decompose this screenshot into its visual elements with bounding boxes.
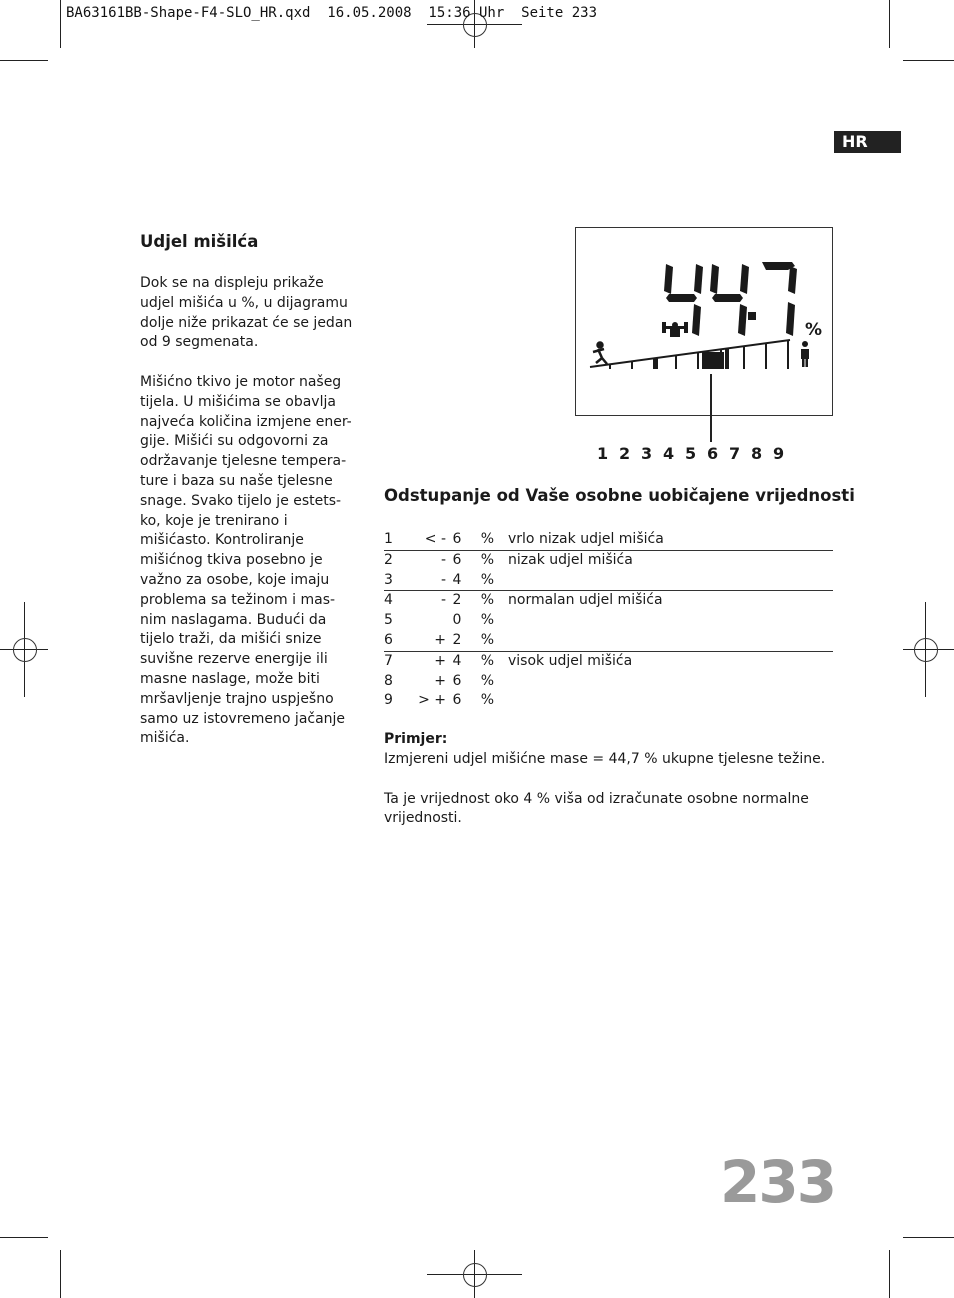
table-cell-sign: + [406,651,450,671]
table-cell-desc: normalan udjel mišića [508,591,833,611]
registration-circle [13,638,37,662]
table-cell-sign: + [434,672,446,689]
crop-mark [60,1250,61,1298]
table-cell-val: 2 [450,591,464,611]
person-icon [801,341,809,367]
table-row [384,530,833,550]
registration-circle [463,1263,487,1287]
segment-numbers [597,444,795,463]
table-cell-sign: < - [424,531,446,547]
segment-number: 4 [663,444,675,463]
table-cell-n: 3 [384,571,393,588]
example-line: Ta je vrijednost oko 4 % viša od izračunate osobne normalne vrijednosti. [384,790,809,827]
table-cell-val: 6 [450,550,464,570]
table-cell-pct: % [464,591,508,611]
paragraph: Mišićno tkivo je motor našeg tijela. U mišićima se obavlja najveća količina izmjene ener- gije. Mišići su odgovorni za održavanje tjelesne tempera- ture i baza su naše tjelesne snage. Svako tijelo je estets- ko, koje je trenirano i mišićasto. Kontroliranje mišićnog tkiva posebno je važno za osobe, koje imaju problema sa težinom i mas- nim naslagama. Budući da tijelo traži, da mišići snize suvišne rezerve energije ili masne naslage, može biti mršavljenje trajno uspješno samo uz istovremeno jačanje mišića. [140,373,352,747]
page-number: 233 [720,1148,836,1216]
section-body [140,274,358,769]
table-cell-pct: % [480,531,494,547]
segment-number: 3 [641,444,653,463]
runner-icon [593,343,607,365]
scale-display-illustration [575,227,833,416]
table-cell-pct: % [464,651,508,671]
table-cell-pct: % [480,631,494,648]
lcd-display-graphic [576,228,832,415]
segment-number: 6 [707,444,719,463]
crop-mark [903,60,954,61]
active-segment [702,352,724,369]
table-cell-val: 0 [452,612,462,629]
language-tab: HR [834,131,901,153]
table-cell-sign [406,611,450,631]
example-line: Izmjereni udjel mišićne mase = 44,7 % ukupne tjelesne težine. [384,751,826,767]
table-cell-desc: nizak udjel mišića [508,550,833,570]
table-cell-sign: > + [418,692,446,709]
table-cell-pct: % [480,672,494,689]
paragraph: Dok se na displeju prikaže udjel mišića u %, u dijagramu dolje niže prikazat će se jedan od 9 segmenata. [140,275,353,351]
percent-sign: % [805,320,823,340]
table-row [384,631,833,651]
table-cell-sign: - [440,571,446,588]
registration-circle [914,638,938,662]
table-row [384,591,833,611]
section-title: Udjel mišilća [140,232,259,251]
table-row [384,571,833,591]
table-cell-n: 1 [384,531,393,547]
table-cell-desc [508,631,833,651]
crop-mark [0,1237,48,1238]
table-cell-n: 8 [384,672,393,689]
table-cell-pct: % [480,571,494,588]
lcd-digits [664,262,797,336]
table-cell-n: 4 [384,591,406,611]
table-cell-pct: % [480,692,494,709]
segment-baseline [590,340,790,367]
table-cell-val: 6 [452,531,462,547]
table-row [384,651,833,671]
segment-number: 2 [619,444,631,463]
table-cell-n: 5 [384,612,393,629]
segment-pointer-line [710,374,712,442]
table-cell-pct: % [464,550,508,570]
file-header: BA63161BB-Shape-F4-SLO_HR.qxd 16.05.2008 15:36 Uhr Seite 233 [66,5,598,21]
table-cell-val: 4 [450,651,464,671]
table-cell-n: 6 [384,631,393,648]
segment-number: 7 [729,444,741,463]
deviation-title: Odstupanje od Vaše osobne uobičajene vrijednosti [384,486,855,505]
table-cell-val: 4 [452,571,462,588]
crop-mark [0,60,48,61]
table-row [384,611,833,631]
table-cell-desc [508,571,833,591]
table-cell-n: 7 [384,651,406,671]
example-heading: Primjer: [384,731,448,747]
weightlifter-icon [662,322,688,337]
table-cell-val: 6 [452,692,462,709]
segment-number: 9 [773,444,785,463]
segment-number: 1 [597,444,609,463]
table-cell-sign: - [406,591,450,611]
segment-marks [654,349,729,369]
table-row [384,691,833,711]
crop-mark [60,0,61,48]
example-text [384,750,834,849]
table-cell-n: 9 [384,692,393,709]
table-cell-pct: % [480,612,494,629]
crop-mark [889,0,890,48]
segment-number: 8 [751,444,763,463]
deviation-table [384,530,833,711]
table-row [384,550,833,570]
table-cell-desc [508,611,833,631]
crop-mark [903,1237,954,1238]
segment-number: 5 [685,444,697,463]
table-cell-desc: vrlo nizak udjel mišića [508,531,664,547]
table-cell-desc [508,691,833,711]
table-cell-sign: + [434,631,446,648]
table-row [384,672,833,692]
table-cell-desc: visok udjel mišića [508,651,833,671]
table-cell-val: 2 [452,631,462,648]
table-cell-n: 2 [384,550,406,570]
crop-mark [889,1250,890,1298]
table-cell-desc [508,672,833,692]
table-cell-val: 6 [452,672,462,689]
table-cell-sign: - [406,550,450,570]
